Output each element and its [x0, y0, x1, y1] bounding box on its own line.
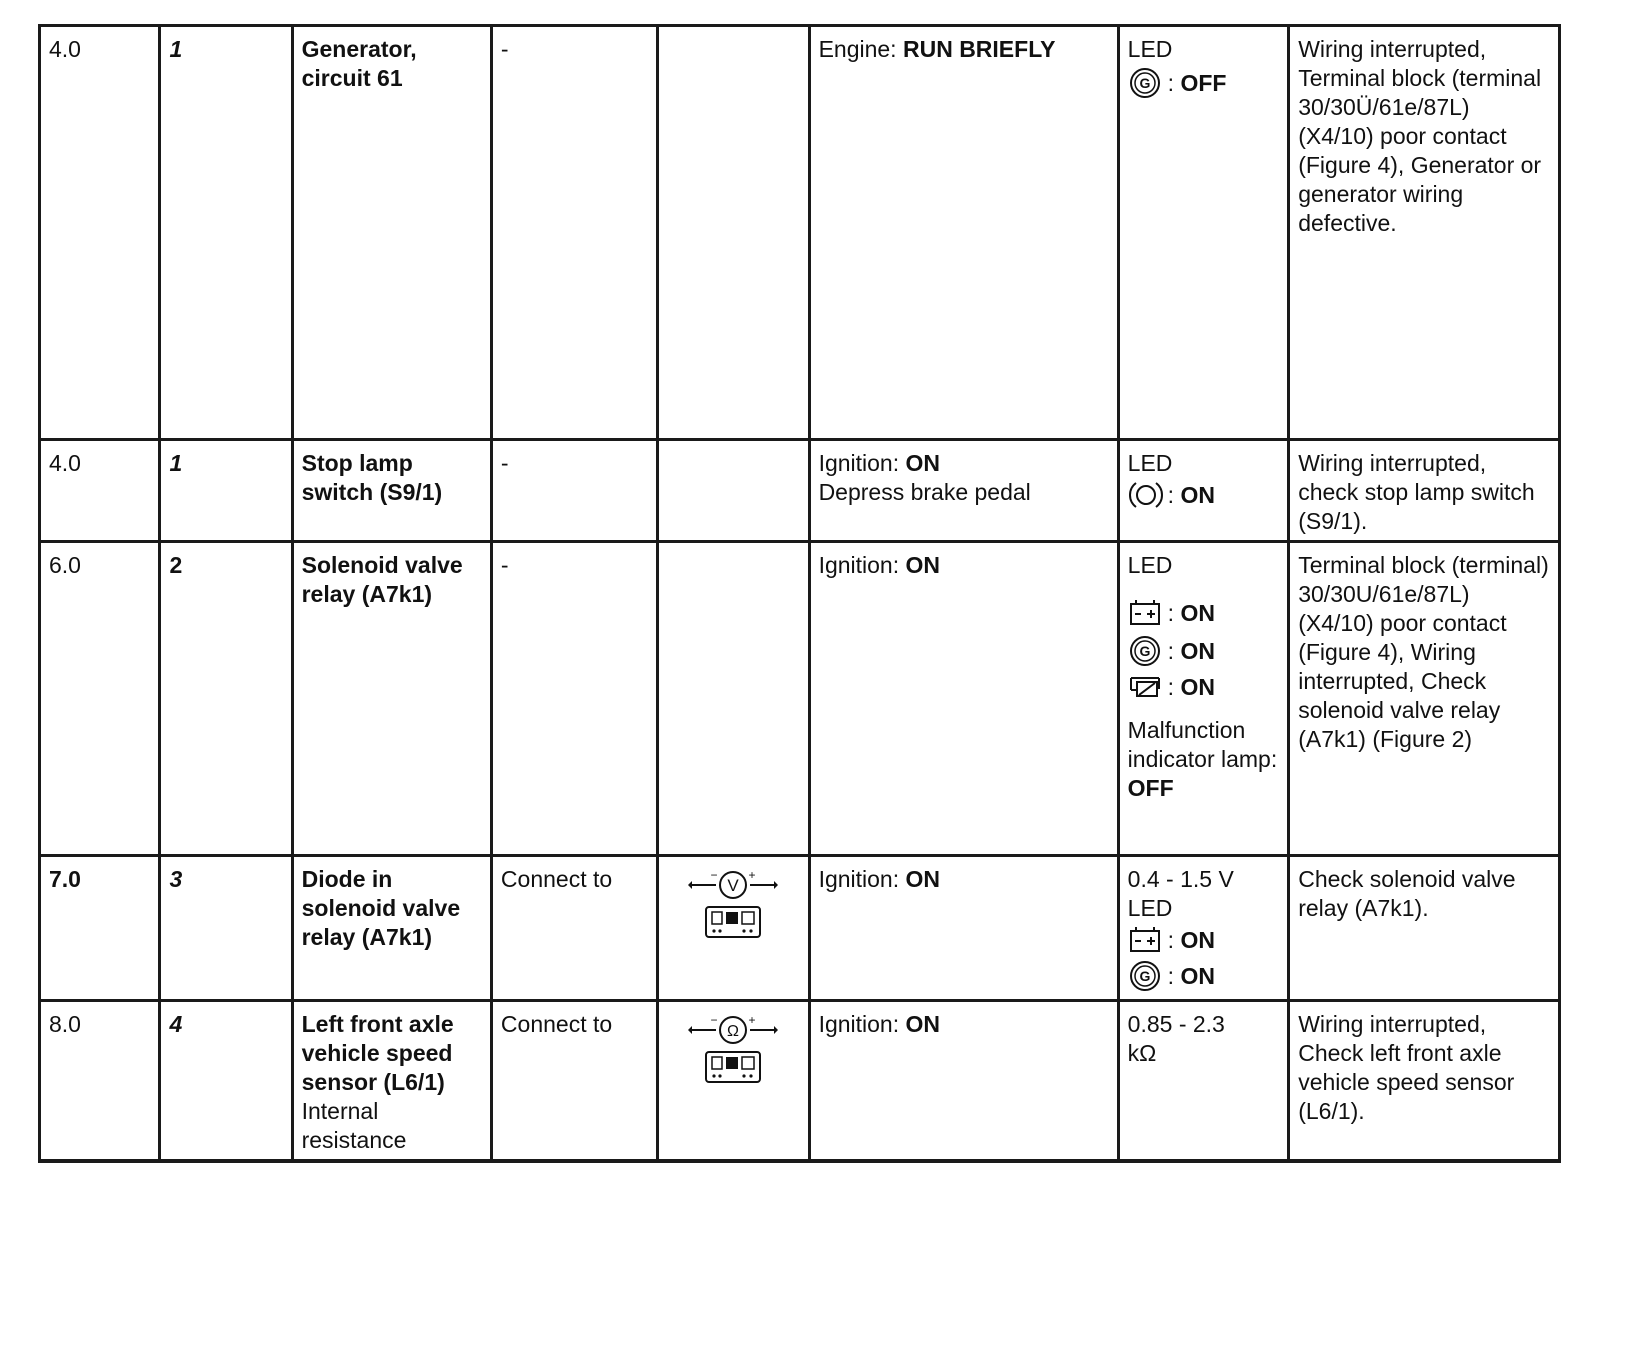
remedy-cell [1289, 856, 1560, 1001]
condition-cell [809, 26, 1118, 440]
connection-cell [491, 440, 657, 542]
condition-cell [809, 542, 1118, 856]
remedy-cell [1289, 440, 1560, 542]
diagnostic-test-table [38, 24, 1561, 1163]
condition-label: Ignition: [818, 1011, 900, 1037]
component-cell [292, 1001, 491, 1162]
test-text: 4 [169, 1011, 183, 1037]
led-state: G : ON [1128, 957, 1280, 995]
connection-cell [491, 542, 657, 856]
led-state-value: ON [1180, 926, 1215, 953]
condition-label: Engine: [818, 36, 897, 62]
remedy-cell [1289, 542, 1560, 856]
connection-text: Connect to [500, 866, 613, 892]
condition-label: Ignition: [818, 866, 900, 892]
test-number [160, 26, 292, 440]
led-state: : ON [1128, 478, 1280, 512]
table-row [40, 856, 1560, 1001]
remedy-text: Wiring interrupted, Terminal block (terminal 30/30Ü/61e/87L) (X4/10) poor contact (Figure 4), Generator or generator wiring defective. [1298, 36, 1542, 236]
meter-cell [658, 26, 809, 440]
led-state-value: ON [1180, 637, 1215, 664]
condition-value: ON [905, 1011, 941, 1037]
step-text: 6.0 [49, 552, 81, 578]
condition-label: Ignition: [818, 552, 900, 578]
test-number [160, 542, 292, 856]
mil-label: Malfunction indicator lamp: [1127, 717, 1278, 772]
led-state-value: OFF [1180, 69, 1227, 96]
step-text: 4.0 [49, 450, 81, 476]
result-value: 0.4 - 1.5 V [1127, 866, 1234, 892]
step-number [40, 856, 160, 1001]
generator-icon [1128, 66, 1166, 100]
table-row [40, 440, 1560, 542]
ohmmeter-icon [688, 1014, 778, 1086]
result-cell [1118, 440, 1289, 542]
connection-cell [491, 26, 657, 440]
remedy-text: Check solenoid valve relay (A7k1). [1298, 866, 1516, 921]
result-cell [1118, 26, 1289, 440]
led-state: G : OFF [1128, 64, 1280, 102]
remedy-text: Wiring interrupted, check stop lamp switch (S9/1). [1298, 450, 1535, 534]
generator-icon [1128, 634, 1166, 668]
minus-sign: − [710, 1014, 718, 1027]
component-cell [292, 542, 491, 856]
component-cell [292, 856, 491, 1001]
condition-cell [809, 1001, 1118, 1162]
condition-label: Ignition: [818, 450, 900, 476]
generator-letter: G [1139, 75, 1151, 91]
connection-text: - [500, 36, 509, 62]
connection-text: - [500, 552, 509, 578]
meter-cell [658, 856, 809, 1001]
test-text: 3 [169, 866, 183, 892]
result-cell [1118, 542, 1289, 856]
remedy-text: Wiring interrupted, Check left front axle vehicle speed sensor (L6/1). [1298, 1011, 1515, 1124]
battery-icon [1128, 596, 1166, 630]
voltmeter-letter: V [727, 876, 740, 895]
condition-value: ON [905, 450, 941, 476]
meter-cell [658, 440, 809, 542]
step-text: 7.0 [49, 866, 81, 892]
table-row [40, 542, 1560, 856]
generator-icon [1128, 959, 1166, 993]
condition-value: ON [905, 552, 941, 578]
battery-icon [1128, 923, 1166, 957]
step-text: 4.0 [49, 36, 81, 62]
relay-icon [1128, 670, 1166, 704]
connection-cell [491, 856, 657, 1001]
meter-cell [658, 1001, 809, 1162]
step-number [40, 440, 160, 542]
meter-cell [658, 542, 809, 856]
component-text: Solenoid valve relay (A7k1) [301, 552, 463, 607]
remedy-text: Terminal block (terminal) 30/30U/61e/87L) (X4/10) poor contact (Figure 4), Wiring interrupted, Check solenoid valve relay (A7k1) (Figure 2) [1298, 552, 1549, 752]
test-number [160, 1001, 292, 1162]
plus-sign: + [748, 869, 756, 882]
led-state: : ON [1128, 670, 1280, 704]
component-text: Generator, circuit 61 [301, 36, 417, 91]
led-state-value: ON [1180, 599, 1215, 626]
result-heading: LED [1127, 36, 1173, 62]
generator-letter: G [1139, 968, 1151, 984]
test-number [160, 856, 292, 1001]
condition-value: ON [905, 866, 941, 892]
result-cell [1118, 856, 1289, 1001]
condition-extra: Depress brake pedal [818, 479, 1031, 505]
component-text: Diode in solenoid valve relay (A7k1) [301, 866, 461, 950]
table-row [40, 1001, 1560, 1162]
test-number [160, 440, 292, 542]
led-state-value: ON [1180, 673, 1215, 700]
connection-text: - [500, 450, 509, 476]
result-heading: LED [1127, 895, 1173, 921]
connection-text: Connect to [500, 1011, 613, 1037]
step-text: 8.0 [49, 1011, 81, 1037]
component-extra: Internal resistance [301, 1098, 407, 1153]
condition-cell [809, 440, 1118, 542]
remedy-cell [1289, 1001, 1560, 1162]
test-text: 1 [169, 450, 183, 476]
led-state-value: ON [1180, 481, 1215, 508]
remedy-cell [1289, 26, 1560, 440]
led-state: : ON [1128, 923, 1280, 957]
plus-sign: + [748, 1014, 756, 1027]
condition-value: RUN BRIEFLY [902, 36, 1056, 62]
led-state-value: ON [1180, 962, 1215, 989]
result-heading: LED [1127, 552, 1173, 578]
component-cell [292, 26, 491, 440]
result-heading: LED [1127, 450, 1173, 476]
brake-lamp-icon [1128, 478, 1166, 512]
ohmmeter-letter: Ω [727, 1023, 740, 1040]
mil-state: OFF [1127, 775, 1174, 801]
component-text: Left front axle vehicle speed sensor (L6/1) [301, 1011, 454, 1095]
step-number [40, 542, 160, 856]
led-state: : ON [1128, 594, 1280, 632]
test-text: 1 [169, 36, 183, 62]
table-row [40, 26, 1560, 440]
voltmeter-icon [688, 869, 778, 941]
minus-sign: − [710, 869, 718, 882]
test-text: 2 [169, 552, 183, 578]
led-state: G : ON [1128, 632, 1280, 670]
component-cell [292, 440, 491, 542]
result-value: 0.85 - 2.3 kΩ [1127, 1011, 1225, 1066]
step-number [40, 1001, 160, 1162]
condition-cell [809, 856, 1118, 1001]
result-cell [1118, 1001, 1289, 1162]
connection-cell [491, 1001, 657, 1162]
generator-letter: G [1139, 643, 1151, 659]
step-number [40, 26, 160, 440]
component-text: Stop lamp switch (S9/1) [301, 450, 443, 505]
